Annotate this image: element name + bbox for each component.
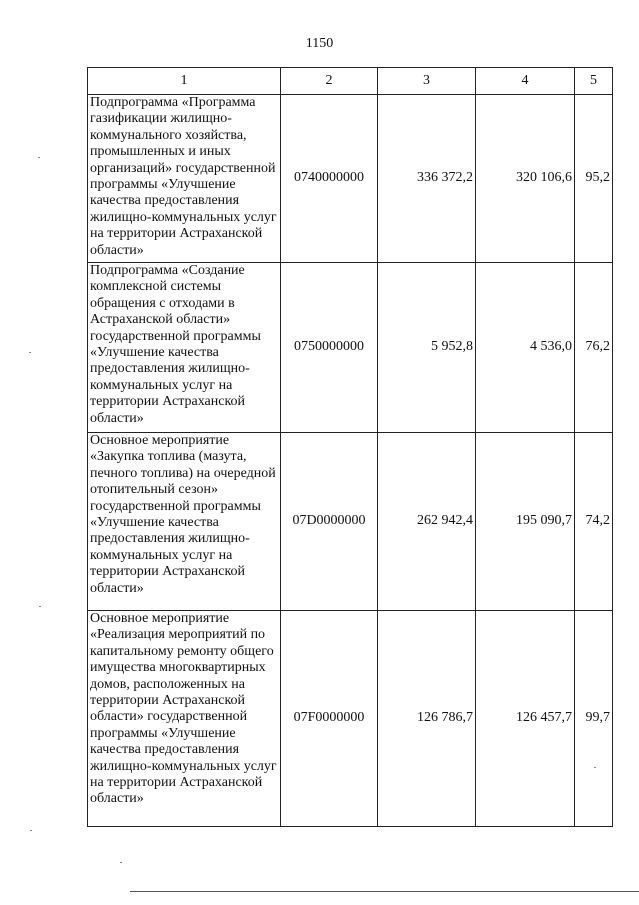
column-header-1: 1 <box>88 68 281 95</box>
column-header-2: 2 <box>281 68 378 95</box>
execution-percent: 95,2 <box>575 95 613 263</box>
table-row <box>88 433 613 611</box>
actual-amount: 195 090,7 <box>476 433 575 611</box>
scan-speck <box>30 830 32 831</box>
budget-table <box>87 67 613 827</box>
planned-amount: 336 372,2 <box>378 95 476 263</box>
execution-percent: 99,7 <box>575 611 613 827</box>
program-name: Основное мероприятие «Закупка топлива (мазута, печного топлива) на очередной отопительный сезон» государственной программы «Улучшение качества предоставления жилищно-коммунальных услуг на территории Астраханской области» <box>88 433 281 611</box>
execution-percent: 76,2 <box>575 263 613 433</box>
budget-code: 07D0000000 <box>281 433 378 611</box>
scan-speck <box>120 862 122 863</box>
planned-amount: 5 952,8 <box>378 263 476 433</box>
actual-amount: 126 457,7 <box>476 611 575 827</box>
actual-amount: 4 536,0 <box>476 263 575 433</box>
actual-amount: 320 106,6 <box>476 95 575 263</box>
column-header-3: 3 <box>378 68 476 95</box>
scan-speck <box>29 352 31 353</box>
program-name: Основное мероприятие «Реализация мероприятий по капитальному ремонту общего имущества многоквартирных домов, расположенных на территории Астраханской области» государственной программы «Улучшение качества предоставления жилищно-коммунальных услуг на территории Астраханской области» <box>88 611 281 827</box>
budget-code: 0740000000 <box>281 95 378 263</box>
scan-speck <box>38 157 40 158</box>
column-header-4: 4 <box>476 68 575 95</box>
table-row <box>88 263 613 433</box>
program-name: Подпрограмма «Программа газификации жилищно-коммунального хозяйства, промышленных и иных организаций» государственной программы «Улучшение качества предоставления жилищно-коммунальных услуг на территории Астраханской области» <box>88 95 281 263</box>
footer-line <box>130 891 639 892</box>
execution-percent: 74,2 <box>575 433 613 611</box>
planned-amount: 126 786,7 <box>378 611 476 827</box>
scan-speck <box>594 767 596 768</box>
budget-code: 07F0000000 <box>281 611 378 827</box>
program-name: Подпрограмма «Создание комплексной системы обращения с отходами в Астраханской области» государственной программы «Улучшение качества предоставления жилищно-коммунальных услуг на территории Астраханской области» <box>88 263 281 433</box>
table-row <box>88 95 613 263</box>
planned-amount: 262 942,4 <box>378 433 476 611</box>
budget-code: 0750000000 <box>281 263 378 433</box>
table-row <box>88 611 613 827</box>
scan-speck <box>39 606 41 607</box>
column-header-5: 5 <box>575 68 613 95</box>
header-row <box>88 68 613 95</box>
page-number: 1150 <box>305 36 334 51</box>
